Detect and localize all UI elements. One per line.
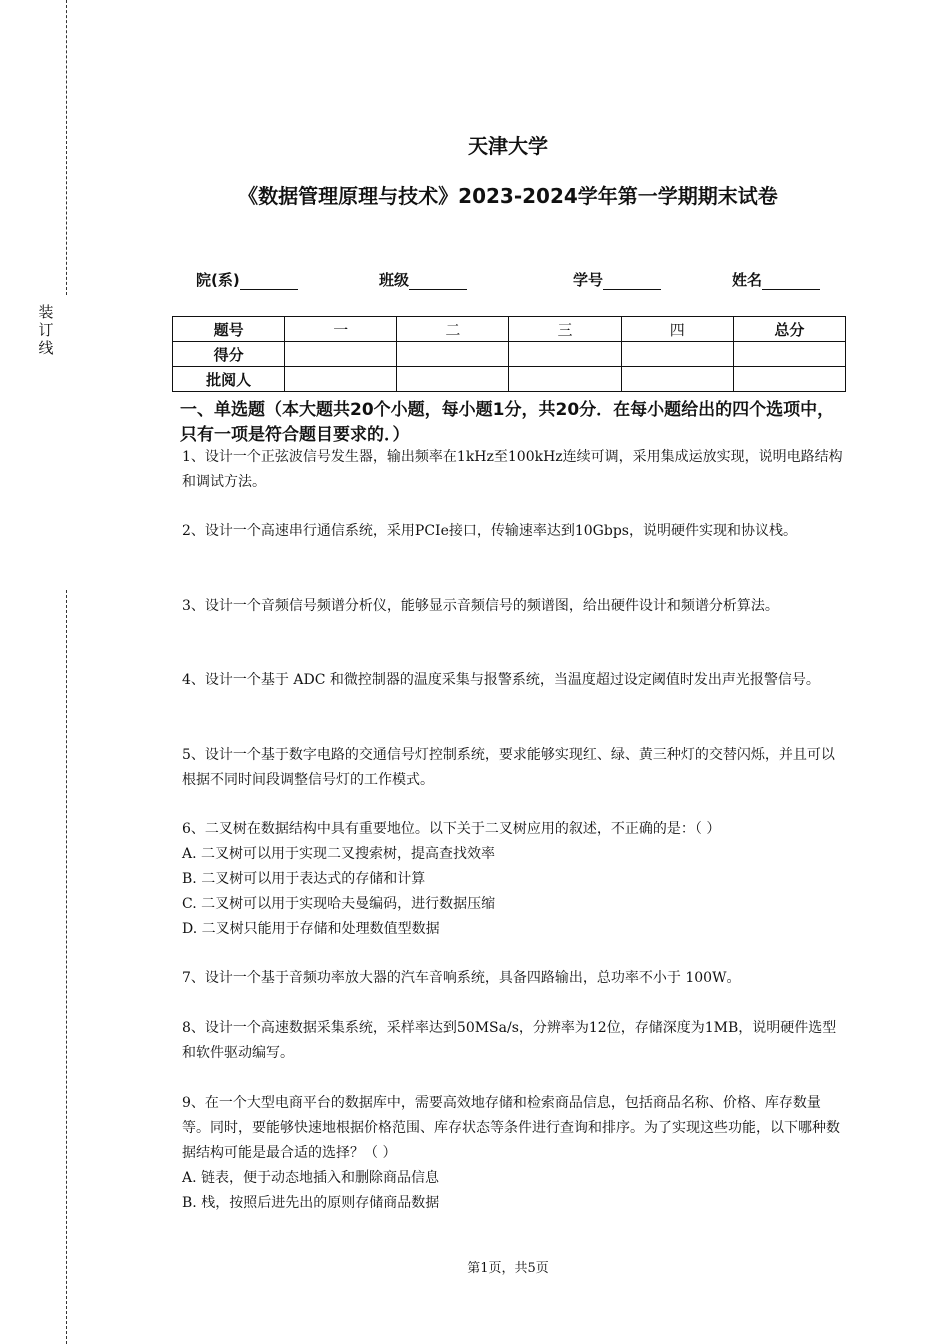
question-5: 5、设计一个基于数字电路的交通信号灯控制系统，要求能够实现红、绿、黄三种灯的交替闪烁，并且可以根据不同时间段调整信号灯的工作模式。 [182, 747, 835, 788]
question-9 [182, 1091, 847, 1216]
question-4: 4、设计一个基于 ADC 和微控制器的温度采集与报警系统，当温度超过设定阈值时发出声光报警信号。 [182, 672, 820, 688]
grader-cell[interactable] [621, 367, 733, 392]
score-table-header: 四 [621, 317, 733, 342]
grader-row [173, 367, 846, 392]
question-3: 3、设计一个音频信号频谱分析仪，能够显示音频信号的频谱图，给出硬件设计和频谱分析算法。 [182, 598, 779, 614]
question-6-option-a: A. 二叉树可以用于实现二叉搜索树，提高查找效率 [182, 846, 496, 862]
question-9-option-b: B. 栈，按照后进先出的原则存储商品数据 [182, 1195, 440, 1211]
department-field[interactable] [196, 269, 298, 290]
page-footer: 第1页，共5页 [467, 1261, 549, 1276]
grader-cell[interactable] [285, 367, 397, 392]
section-title: 一、单选题（本大题共20个小题，每小题1分，共20分．在每小题给出的四个选项中，只有一项是符合题目要求的．） [180, 400, 835, 445]
class-blank[interactable] [409, 273, 467, 290]
question-6 [182, 817, 847, 942]
score-table-header: 一 [285, 317, 397, 342]
grader-cell[interactable] [733, 367, 845, 392]
exam-title: 《数据管理原理与技术》2023-2024学年第一学期期末试卷 [238, 184, 778, 208]
binding-line-bottom [66, 590, 67, 1344]
score-table [172, 316, 846, 392]
grader-row-label: 批阅人 [173, 367, 285, 392]
score-table-header: 题号 [173, 317, 285, 342]
school-name: 天津大学 [468, 134, 548, 158]
student-id-label: 学号 [573, 271, 604, 289]
score-table-header: 三 [509, 317, 621, 342]
question-9-stem: 9、在一个大型电商平台的数据库中，需要高效地存储和检索商品信息，包括商品名称、价格、库存数量等。同时，要能够快速地根据价格范围、库存状态等条件进行查询和排序。为了实现这些功能，以下哪种数据结构可能是最合适的选择？（ ） [182, 1095, 840, 1161]
grader-cell[interactable] [397, 367, 509, 392]
score-cell[interactable] [397, 342, 509, 367]
student-id-field[interactable] [573, 269, 661, 290]
name-blank[interactable] [762, 273, 820, 290]
department-blank[interactable] [240, 273, 298, 290]
question-1: 1、设计一个正弦波信号发生器，输出频率在1kHz至100kHz连续可调，采用集成运放实现，说明电路结构和调试方法。 [182, 449, 843, 490]
question-6-option-d: D. 二叉树只能用于存储和处理数值型数据 [182, 921, 440, 937]
binding-char: 装 [38, 303, 54, 321]
question-7: 7、设计一个基于音频功率放大器的汽车音响系统，具备四路输出，总功率不小于 100W。 [182, 970, 741, 986]
name-label: 姓名 [732, 271, 763, 289]
question-8: 8、设计一个高速数据采集系统，采样率达到50MSa/s，分辨率为12位，存储深度为1MB，说明硬件选型和软件驱动编写。 [182, 1020, 837, 1061]
department-label: 院(系) [196, 271, 240, 289]
question-2: 2、设计一个高速串行通信系统，采用PCIe接口，传输速率达到10Gbps，说明硬件实现和协议栈。 [182, 523, 797, 539]
student-info-row [0, 269, 950, 293]
score-cell[interactable] [285, 342, 397, 367]
student-id-blank[interactable] [603, 273, 661, 290]
score-row-label: 得分 [173, 342, 285, 367]
name-field[interactable] [732, 269, 820, 290]
score-table-header: 总分 [733, 317, 845, 342]
score-cell[interactable] [733, 342, 845, 367]
score-table-header: 二 [397, 317, 509, 342]
question-6-option-c: C. 二叉树可以用于实现哈夫曼编码，进行数据压缩 [182, 896, 496, 912]
class-label: 班级 [379, 271, 410, 289]
score-cell[interactable] [621, 342, 733, 367]
grader-cell[interactable] [509, 367, 621, 392]
question-6-stem: 6、二叉树在数据结构中具有重要地位。以下关于二叉树应用的叙述，不正确的是：（ ） [182, 821, 721, 837]
binding-char: 订 [38, 321, 54, 339]
score-cell[interactable] [509, 342, 621, 367]
class-field[interactable] [379, 269, 467, 290]
score-row [173, 342, 846, 367]
question-9-option-a: A. 链表，便于动态地插入和删除商品信息 [182, 1170, 440, 1186]
score-table-header-row [173, 317, 846, 342]
binding-char: 线 [38, 339, 54, 357]
question-6-option-b: B. 二叉树可以用于表达式的存储和计算 [182, 871, 426, 887]
binding-label [36, 303, 56, 357]
